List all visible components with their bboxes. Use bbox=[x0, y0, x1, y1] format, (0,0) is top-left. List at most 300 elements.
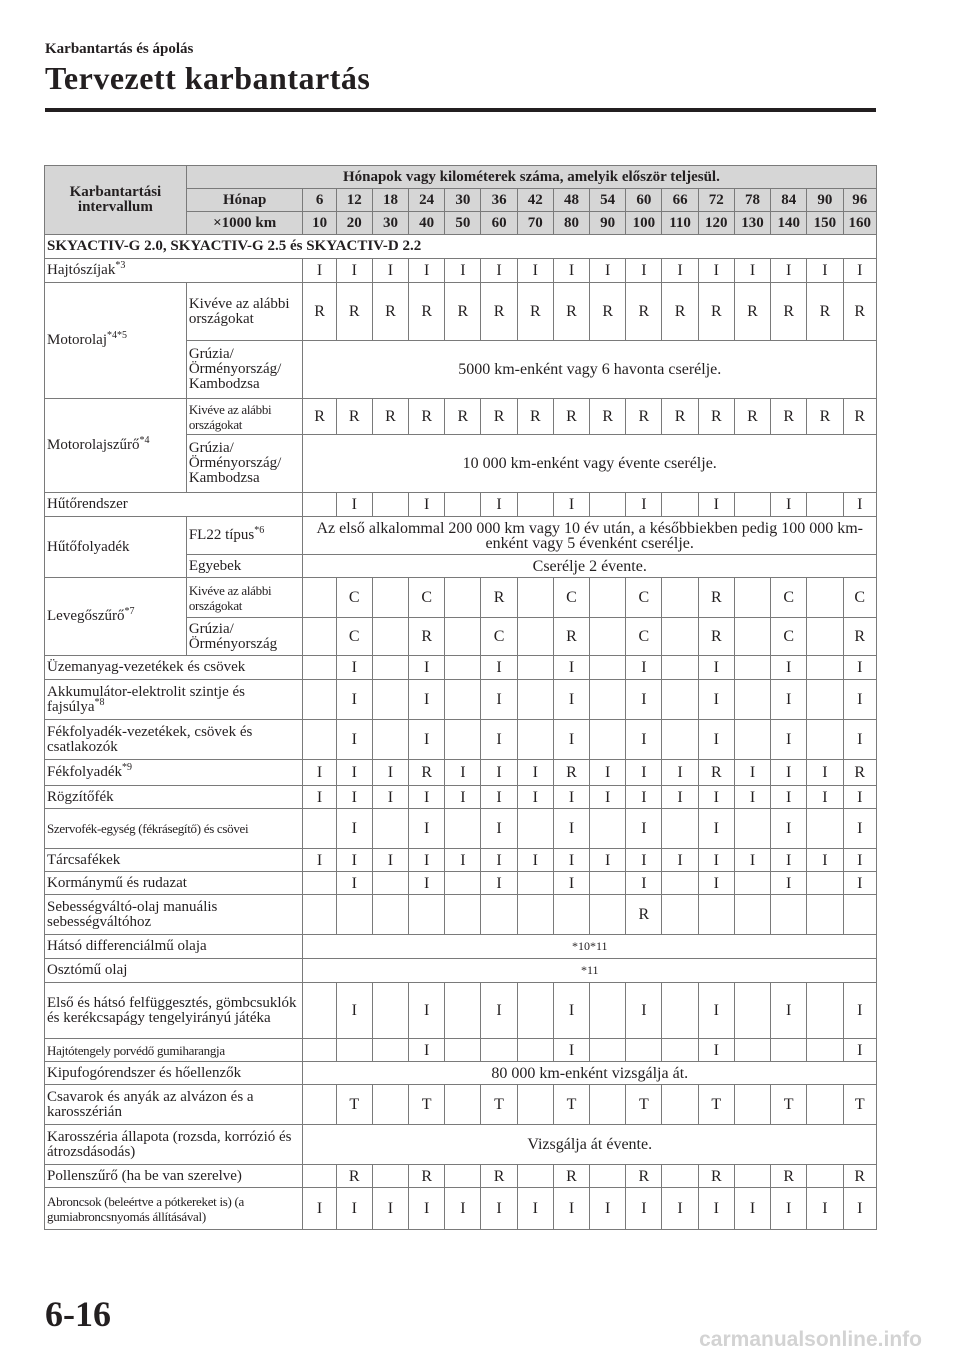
schedule-cell: I bbox=[590, 786, 626, 809]
row-label bbox=[45, 399, 187, 493]
km-header: 130 bbox=[734, 212, 770, 235]
row-label-text: Hátsó differenciálmű olaja bbox=[47, 938, 207, 954]
schedule-cell: C bbox=[843, 578, 877, 618]
schedule-cell bbox=[409, 895, 445, 935]
schedule-cell: I bbox=[409, 720, 445, 760]
schedule-cell bbox=[590, 809, 626, 849]
schedule-cell bbox=[662, 1039, 698, 1062]
month-header: 12 bbox=[336, 189, 372, 212]
schedule-cell bbox=[590, 1165, 626, 1188]
km-header: 70 bbox=[517, 212, 553, 235]
schedule-cell bbox=[517, 656, 553, 680]
month-header: 42 bbox=[517, 189, 553, 212]
schedule-note: 10 000 km-enként vagy évente cserélje. bbox=[303, 435, 877, 493]
schedule-cell: R bbox=[698, 618, 734, 656]
schedule-cell: I bbox=[409, 656, 445, 680]
row-label-text: Osztómű olaj bbox=[47, 962, 128, 978]
schedule-cell bbox=[734, 1085, 770, 1125]
schedule-cell: I bbox=[771, 872, 807, 895]
schedule-cell bbox=[336, 1039, 372, 1062]
schedule-cell: I bbox=[553, 983, 589, 1039]
schedule-cell: I bbox=[517, 760, 553, 786]
schedule-cell: C bbox=[771, 618, 807, 656]
month-header: 54 bbox=[590, 189, 626, 212]
schedule-cell: T bbox=[553, 1085, 589, 1125]
schedule-cell: I bbox=[698, 809, 734, 849]
km-header: 10 bbox=[303, 212, 336, 235]
schedule-cell bbox=[807, 720, 843, 760]
schedule-cell: I bbox=[734, 760, 770, 786]
table-row bbox=[45, 983, 877, 1039]
schedule-cell: I bbox=[481, 983, 517, 1039]
schedule-note: 5000 km-enként vagy 6 havonta cserélje. bbox=[303, 341, 877, 399]
schedule-cell bbox=[445, 895, 481, 935]
schedule-cell: I bbox=[843, 680, 877, 720]
footnote-ref: *6 bbox=[254, 525, 265, 536]
schedule-cell: C bbox=[626, 618, 662, 656]
schedule-cell: R bbox=[662, 399, 698, 435]
schedule-cell bbox=[445, 656, 481, 680]
km-header: 160 bbox=[843, 212, 877, 235]
schedule-cell: R bbox=[303, 399, 336, 435]
table-row bbox=[45, 935, 877, 959]
schedule-cell bbox=[372, 983, 408, 1039]
schedule-cell: C bbox=[336, 618, 372, 656]
schedule-cell bbox=[517, 1165, 553, 1188]
month-header: 84 bbox=[771, 189, 807, 212]
schedule-cell: R bbox=[481, 1165, 517, 1188]
schedule-cell: R bbox=[553, 399, 589, 435]
schedule-cell bbox=[303, 720, 336, 760]
schedule-cell: R bbox=[445, 283, 481, 341]
title-divider bbox=[45, 108, 876, 112]
schedule-cell: I bbox=[372, 259, 408, 283]
schedule-cell: I bbox=[734, 259, 770, 283]
km-header: 100 bbox=[626, 212, 662, 235]
schedule-cell bbox=[372, 1085, 408, 1125]
schedule-cell: R bbox=[336, 1165, 372, 1188]
schedule-cell: I bbox=[698, 983, 734, 1039]
maintenance-schedule-table bbox=[44, 165, 877, 1230]
schedule-cell: I bbox=[445, 760, 481, 786]
schedule-cell: I bbox=[698, 849, 734, 872]
schedule-note: Cserélje 2 évente. bbox=[303, 555, 877, 578]
schedule-cell bbox=[303, 1085, 336, 1125]
schedule-cell bbox=[517, 578, 553, 618]
schedule-cell: I bbox=[409, 849, 445, 872]
row-label bbox=[45, 656, 303, 680]
schedule-cell: R bbox=[698, 760, 734, 786]
main-header: Hónapok vagy kilométerek száma, amelyik először teljesül. bbox=[186, 166, 876, 189]
schedule-cell: I bbox=[445, 1188, 481, 1230]
schedule-note: *11 bbox=[303, 959, 877, 983]
schedule-note: 80 000 km-enként vizsgálja át. bbox=[303, 1062, 877, 1085]
km-header: 20 bbox=[336, 212, 372, 235]
schedule-cell: I bbox=[336, 809, 372, 849]
schedule-cell: I bbox=[481, 760, 517, 786]
schedule-cell: I bbox=[409, 1039, 445, 1062]
table-row bbox=[45, 399, 877, 435]
schedule-cell: R bbox=[771, 1165, 807, 1188]
schedule-cell: I bbox=[336, 493, 372, 517]
schedule-cell: R bbox=[843, 399, 877, 435]
schedule-cell bbox=[734, 618, 770, 656]
schedule-cell: I bbox=[626, 680, 662, 720]
schedule-cell: R bbox=[590, 283, 626, 341]
schedule-cell: R bbox=[698, 578, 734, 618]
schedule-cell: I bbox=[771, 656, 807, 680]
schedule-cell: R bbox=[517, 283, 553, 341]
row-label-text: Hajtótengely porvédő gumiharangja bbox=[47, 1042, 225, 1058]
schedule-cell bbox=[372, 493, 408, 517]
row-label bbox=[45, 720, 303, 760]
month-header: 72 bbox=[698, 189, 734, 212]
sub-label-text: Kivéve az alábbi országokat bbox=[188, 295, 290, 327]
schedule-cell: I bbox=[771, 493, 807, 517]
row-label bbox=[45, 983, 303, 1039]
schedule-cell bbox=[303, 1039, 336, 1062]
footnote-ref: *9 bbox=[121, 762, 132, 773]
table-row bbox=[45, 849, 877, 872]
schedule-cell: R bbox=[843, 283, 877, 341]
schedule-cell bbox=[445, 983, 481, 1039]
schedule-cell bbox=[517, 493, 553, 517]
schedule-cell bbox=[807, 872, 843, 895]
schedule-cell: I bbox=[445, 849, 481, 872]
schedule-cell: I bbox=[626, 849, 662, 872]
km-header: 60 bbox=[481, 212, 517, 235]
row-label bbox=[45, 760, 303, 786]
schedule-cell: R bbox=[336, 399, 372, 435]
schedule-cell: I bbox=[553, 656, 589, 680]
schedule-cell: I bbox=[626, 493, 662, 517]
schedule-cell bbox=[517, 1085, 553, 1125]
table-row bbox=[45, 809, 877, 849]
schedule-cell: I bbox=[336, 786, 372, 809]
schedule-cell: T bbox=[698, 1085, 734, 1125]
schedule-cell: I bbox=[807, 786, 843, 809]
schedule-cell: I bbox=[336, 872, 372, 895]
schedule-cell: I bbox=[771, 849, 807, 872]
schedule-cell bbox=[590, 656, 626, 680]
schedule-cell: R bbox=[698, 1165, 734, 1188]
schedule-cell: R bbox=[409, 283, 445, 341]
schedule-cell bbox=[590, 720, 626, 760]
km-header: 110 bbox=[662, 212, 698, 235]
row-label bbox=[45, 517, 187, 578]
schedule-cell: R bbox=[553, 1165, 589, 1188]
schedule-cell: I bbox=[698, 259, 734, 283]
km-header: 40 bbox=[409, 212, 445, 235]
schedule-cell bbox=[734, 578, 770, 618]
schedule-cell bbox=[445, 1085, 481, 1125]
schedule-cell: I bbox=[336, 983, 372, 1039]
schedule-cell bbox=[590, 1085, 626, 1125]
row-label-text: Hűtőrendszer bbox=[47, 496, 128, 512]
schedule-cell bbox=[590, 983, 626, 1039]
schedule-cell: I bbox=[698, 1039, 734, 1062]
schedule-cell bbox=[662, 720, 698, 760]
schedule-cell bbox=[734, 680, 770, 720]
schedule-cell: R bbox=[517, 399, 553, 435]
schedule-cell bbox=[590, 618, 626, 656]
row-label-text: Hűtőfolyadék bbox=[47, 538, 130, 555]
schedule-cell bbox=[807, 680, 843, 720]
schedule-cell bbox=[372, 1165, 408, 1188]
schedule-cell: I bbox=[843, 983, 877, 1039]
schedule-cell: R bbox=[626, 283, 662, 341]
schedule-cell: I bbox=[590, 849, 626, 872]
schedule-cell: R bbox=[409, 760, 445, 786]
schedule-cell bbox=[303, 809, 336, 849]
schedule-cell: I bbox=[698, 656, 734, 680]
schedule-cell: R bbox=[771, 399, 807, 435]
schedule-cell: I bbox=[336, 656, 372, 680]
schedule-cell: I bbox=[843, 720, 877, 760]
schedule-note: Vizsgálja át évente. bbox=[303, 1125, 877, 1165]
schedule-cell: I bbox=[662, 760, 698, 786]
schedule-cell: I bbox=[481, 656, 517, 680]
schedule-cell: C bbox=[553, 578, 589, 618]
sub-label bbox=[186, 283, 303, 341]
table-row bbox=[45, 656, 877, 680]
schedule-cell: I bbox=[698, 720, 734, 760]
schedule-cell bbox=[303, 872, 336, 895]
schedule-cell: R bbox=[553, 283, 589, 341]
month-header: 90 bbox=[807, 189, 843, 212]
schedule-cell bbox=[372, 720, 408, 760]
schedule-cell: I bbox=[626, 1188, 662, 1230]
km-header: 140 bbox=[771, 212, 807, 235]
schedule-cell: I bbox=[698, 786, 734, 809]
row-label bbox=[45, 809, 303, 849]
schedule-cell bbox=[734, 1039, 770, 1062]
schedule-cell: I bbox=[517, 786, 553, 809]
schedule-cell bbox=[303, 983, 336, 1039]
month-header: 66 bbox=[662, 189, 698, 212]
row-label bbox=[45, 895, 303, 935]
schedule-cell bbox=[517, 809, 553, 849]
row-label-text: Levegőszűrő bbox=[47, 608, 125, 624]
schedule-cell: I bbox=[372, 1188, 408, 1230]
month-header: 36 bbox=[481, 189, 517, 212]
row-label bbox=[45, 1085, 303, 1125]
schedule-cell bbox=[303, 493, 336, 517]
schedule-cell: I bbox=[517, 849, 553, 872]
schedule-cell: I bbox=[771, 720, 807, 760]
schedule-cell bbox=[771, 895, 807, 935]
row-label bbox=[45, 680, 303, 720]
schedule-note: Az első alkalommal 200 000 km vagy 10 év után, a későbbiekben pedig 100 000 km-enként vagy 5 évenként cserélje. bbox=[303, 517, 877, 555]
section-header: Karbantartás és ápolás bbox=[45, 41, 194, 57]
schedule-cell bbox=[662, 895, 698, 935]
schedule-cell: I bbox=[517, 259, 553, 283]
schedule-cell bbox=[372, 618, 408, 656]
schedule-cell: I bbox=[771, 786, 807, 809]
schedule-cell: I bbox=[372, 786, 408, 809]
schedule-cell: I bbox=[843, 493, 877, 517]
schedule-cell: I bbox=[626, 760, 662, 786]
schedule-cell bbox=[372, 809, 408, 849]
schedule-cell: I bbox=[303, 849, 336, 872]
schedule-cell bbox=[372, 656, 408, 680]
schedule-cell: I bbox=[481, 720, 517, 760]
row-label bbox=[45, 1188, 303, 1230]
schedule-cell bbox=[481, 1039, 517, 1062]
schedule-cell bbox=[303, 895, 336, 935]
month-header: 30 bbox=[445, 189, 481, 212]
schedule-cell: T bbox=[771, 1085, 807, 1125]
sub-label: Egyebek bbox=[186, 555, 303, 578]
row-label-text: Csavarok és anyák az alvázon és a karosszérián bbox=[47, 1088, 254, 1120]
month-header: 18 bbox=[372, 189, 408, 212]
schedule-cell: I bbox=[698, 1188, 734, 1230]
schedule-cell bbox=[372, 872, 408, 895]
table-row bbox=[45, 760, 877, 786]
month-header: 24 bbox=[409, 189, 445, 212]
table-row bbox=[45, 1085, 877, 1125]
schedule-cell bbox=[303, 618, 336, 656]
schedule-cell: I bbox=[553, 1188, 589, 1230]
schedule-cell: I bbox=[553, 259, 589, 283]
row-label bbox=[45, 259, 303, 283]
sub-label: Grúzia/ Örményország/ Kambodzsa bbox=[186, 435, 303, 493]
schedule-cell: I bbox=[481, 1188, 517, 1230]
schedule-cell: I bbox=[517, 1188, 553, 1230]
km-header: 50 bbox=[445, 212, 481, 235]
schedule-cell bbox=[807, 578, 843, 618]
schedule-cell: C bbox=[626, 578, 662, 618]
schedule-cell: I bbox=[626, 259, 662, 283]
schedule-cell: I bbox=[843, 259, 877, 283]
schedule-cell: T bbox=[481, 1085, 517, 1125]
sub-label-text: FL22 típus bbox=[188, 527, 255, 543]
km-header: 30 bbox=[372, 212, 408, 235]
schedule-cell: T bbox=[843, 1085, 877, 1125]
table-row bbox=[45, 578, 877, 618]
schedule-cell: T bbox=[336, 1085, 372, 1125]
schedule-cell bbox=[303, 680, 336, 720]
schedule-note: *10*11 bbox=[303, 935, 877, 959]
schedule-cell bbox=[372, 578, 408, 618]
schedule-cell bbox=[807, 1165, 843, 1188]
row-label bbox=[45, 786, 303, 809]
schedule-cell: I bbox=[771, 809, 807, 849]
table-row bbox=[45, 283, 877, 341]
footnote-ref: *7 bbox=[124, 606, 135, 617]
schedule-cell bbox=[698, 895, 734, 935]
schedule-cell: I bbox=[336, 849, 372, 872]
schedule-cell: I bbox=[626, 983, 662, 1039]
schedule-cell: I bbox=[553, 493, 589, 517]
schedule-cell bbox=[662, 872, 698, 895]
schedule-cell: I bbox=[734, 1188, 770, 1230]
row-label-text: Üzemanyag-vezetékek és csövek bbox=[47, 659, 246, 675]
schedule-cell: I bbox=[771, 1188, 807, 1230]
schedule-cell: I bbox=[662, 849, 698, 872]
schedule-cell: C bbox=[336, 578, 372, 618]
schedule-cell: I bbox=[590, 259, 626, 283]
schedule-cell: I bbox=[626, 786, 662, 809]
schedule-cell bbox=[662, 618, 698, 656]
schedule-cell bbox=[445, 720, 481, 760]
table-row bbox=[45, 720, 877, 760]
schedule-cell: R bbox=[662, 283, 698, 341]
schedule-cell: I bbox=[553, 849, 589, 872]
schedule-cell: I bbox=[553, 720, 589, 760]
schedule-cell: I bbox=[626, 656, 662, 680]
schedule-cell bbox=[626, 1039, 662, 1062]
schedule-cell: R bbox=[807, 399, 843, 435]
schedule-cell bbox=[517, 983, 553, 1039]
schedule-cell bbox=[734, 983, 770, 1039]
month-header: 96 bbox=[843, 189, 877, 212]
schedule-cell: I bbox=[843, 849, 877, 872]
row-label-text: Kormánymű és rudazat bbox=[47, 874, 187, 891]
schedule-cell: I bbox=[409, 786, 445, 809]
schedule-cell: I bbox=[662, 259, 698, 283]
km-header: 80 bbox=[553, 212, 589, 235]
schedule-cell: T bbox=[409, 1085, 445, 1125]
footnote-ref: *4*5 bbox=[107, 330, 127, 341]
schedule-cell bbox=[590, 578, 626, 618]
row-label-text: Rögzítőfék bbox=[47, 788, 114, 805]
months-label: Hónap bbox=[186, 189, 303, 212]
month-header: 48 bbox=[553, 189, 589, 212]
row-label bbox=[45, 935, 303, 959]
schedule-cell bbox=[303, 1165, 336, 1188]
row-label bbox=[45, 872, 303, 895]
schedule-cell: I bbox=[303, 1188, 336, 1230]
schedule-cell: I bbox=[843, 809, 877, 849]
row-label bbox=[45, 849, 303, 872]
schedule-cell: I bbox=[336, 720, 372, 760]
row-label-text: Motorolajszűrő bbox=[47, 437, 140, 453]
schedule-cell: I bbox=[481, 259, 517, 283]
schedule-cell bbox=[517, 1039, 553, 1062]
schedule-cell: I bbox=[445, 259, 481, 283]
schedule-cell: I bbox=[771, 983, 807, 1039]
schedule-cell: R bbox=[409, 618, 445, 656]
row-label-text: Karosszéria állapota (rozsda, korrózió és átrozsdásodás) bbox=[47, 1128, 292, 1160]
schedule-cell: I bbox=[843, 1188, 877, 1230]
schedule-cell: I bbox=[807, 259, 843, 283]
row-label bbox=[45, 1039, 303, 1062]
schedule-cell: R bbox=[372, 399, 408, 435]
schedule-cell: R bbox=[409, 1165, 445, 1188]
schedule-cell: I bbox=[445, 786, 481, 809]
schedule-cell: I bbox=[626, 872, 662, 895]
month-header: 78 bbox=[734, 189, 770, 212]
schedule-cell bbox=[771, 1039, 807, 1062]
schedule-cell bbox=[372, 1039, 408, 1062]
schedule-cell bbox=[590, 1039, 626, 1062]
schedule-cell bbox=[807, 1039, 843, 1062]
schedule-cell: I bbox=[590, 760, 626, 786]
schedule-cell: R bbox=[553, 760, 589, 786]
schedule-cell: I bbox=[771, 259, 807, 283]
schedule-cell: R bbox=[807, 283, 843, 341]
schedule-cell bbox=[734, 895, 770, 935]
schedule-cell: R bbox=[481, 578, 517, 618]
schedule-cell bbox=[734, 656, 770, 680]
schedule-cell bbox=[807, 656, 843, 680]
schedule-cell: R bbox=[843, 1165, 877, 1188]
table-row bbox=[45, 786, 877, 809]
schedule-cell: I bbox=[409, 259, 445, 283]
month-header: 60 bbox=[626, 189, 662, 212]
schedule-cell: R bbox=[626, 895, 662, 935]
